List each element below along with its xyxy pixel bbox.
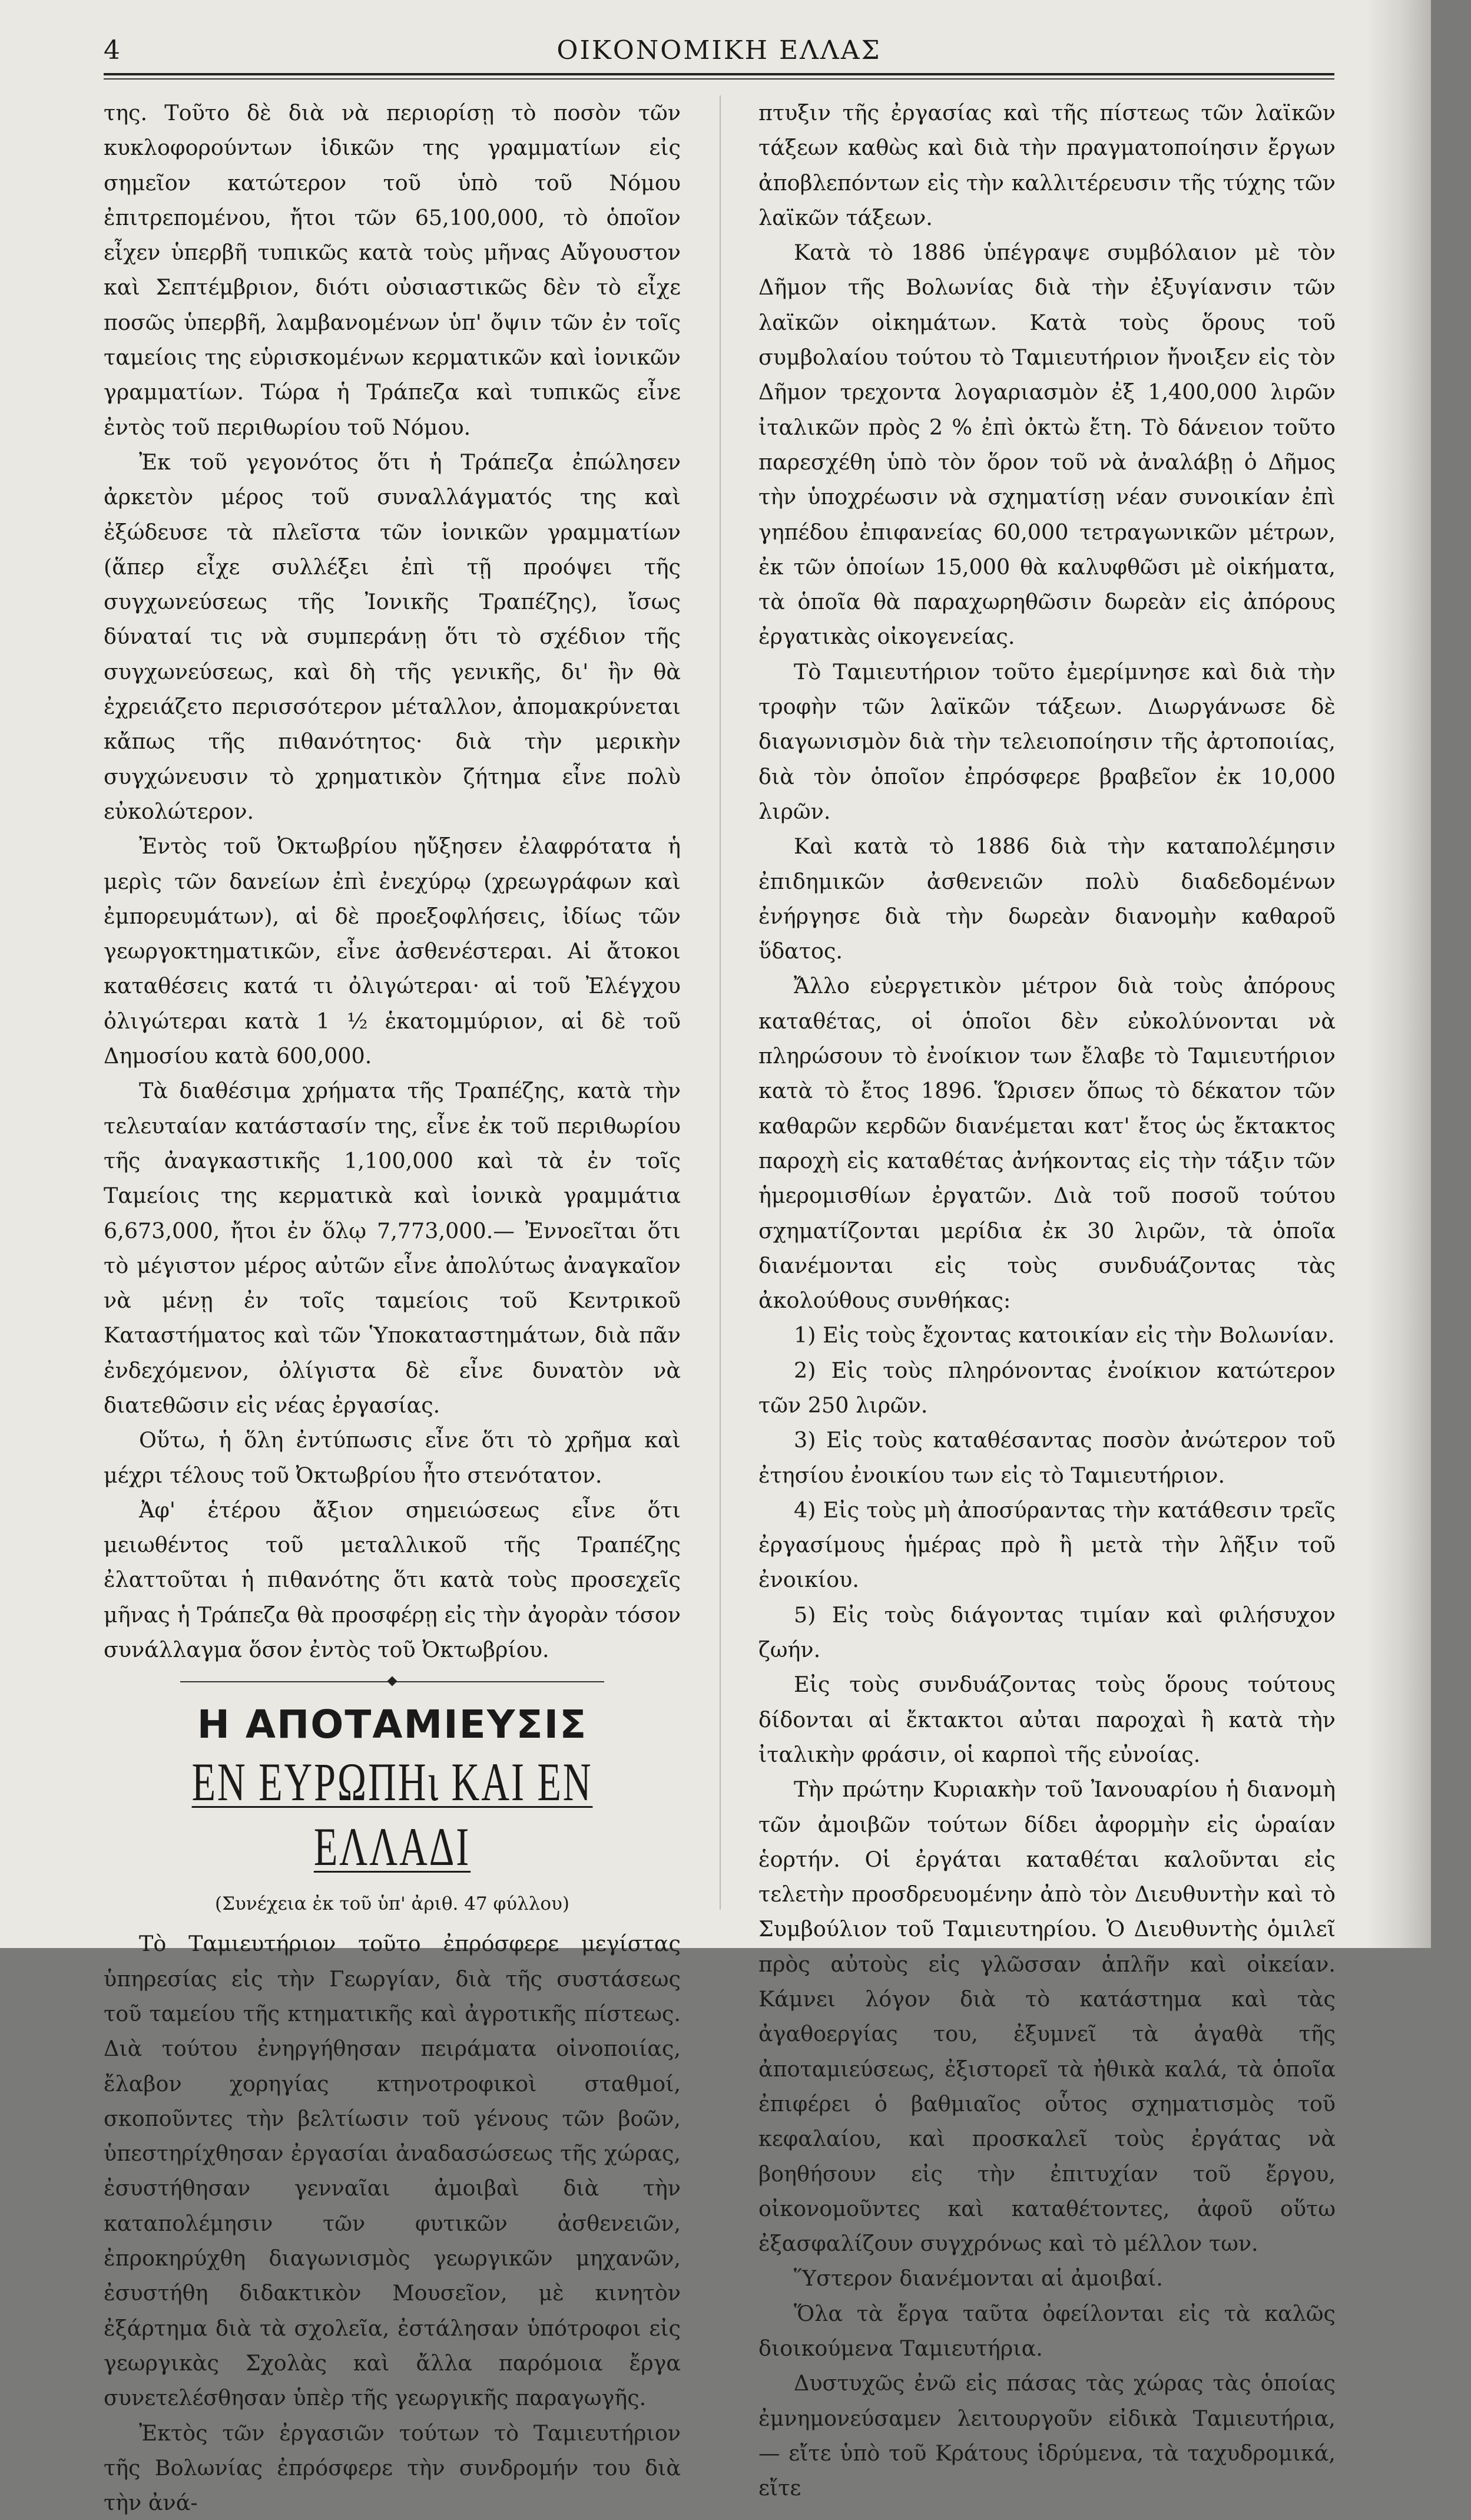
left-column (104, 95, 681, 2520)
paragraph: Τὸ Ταμιευτήριον τοῦτο ἐμερίμνησε καὶ διὰ τὴν τροφὴν τῶν λαϊκῶν τάξεων. Διωργάνωσε δὲ διαγωνισμὸν διὰ τὴν τελειοποίησιν τῆς ἀρτοποιίας, διὰ τὸν ὁποῖον ἐπρόσφερε βραβεῖον ἐκ 10,000 λιρῶν. (758, 659, 1336, 824)
paragraph: Δυστυχῶς ἐνῶ εἰς πάσας τὰς χώρας τὰς ὁποίας ἐμνημονεύσαμεν λειτουργοῦν εἰδικὰ Ταμιευτήρια, — εἴτε ὑπὸ τοῦ Κράτους ἱδρύμενα, τὰ ταχυδρομικά, εἴτε (758, 2370, 1336, 2501)
list-item: 1) Εἰς τοὺς ἔχοντας κατοικίαν εἰς τὴν Βολωνίαν. (794, 1322, 1335, 1348)
paragraph: Οὕτω, ἡ ὅλη ἐντύπωσις εἶνε ὅτι τὸ χρῆμα καὶ μέχρι τέλους τοῦ Ὀκτωβρίου ἦτο στενότατον. (104, 1427, 681, 1488)
paragraph: Ἐκτὸς τῶν ἐργασιῶν τούτων τὸ Ταμιευτήριον τῆς Βολωνίας ἐπρόσφερε τὴν συνδρομήν του διὰ τὴν ἀνά- (104, 2420, 681, 2516)
divider-ornament (387, 1676, 397, 1686)
paragraph: της. Τοῦτο δὲ διὰ νὰ περιορίσῃ τὸ ποσὸν τῶν κυκλοφορούντων ἰδικῶν της γραμματίων εἰς σημεῖον κατώτερον τοῦ ὑπὸ τοῦ Νόμου ἐπιτρεπομένου, ἤτοι τῶν 65,100,000, τὸ ὁποῖον εἶχεν ὑπερβῆ τυπικῶς κατὰ τοὺς μῆνας Αὔγουστον καὶ Σεπτέμβριον, διότι οὐσιαστικῶς δὲν τὸ εἶχε ποσῶς ὑπερβῆ, λαμβανομένων ὑπ' ὄψιν τῶν ἐν τοῖς ταμείοις της εὑρισκομένων κερματικῶν καὶ ἰονικῶν γραμματίων. Τώρα ἡ Τράπεζα καὶ τυπικῶς εἶνε ἐντὸς τοῦ περιθωρίου τοῦ Νόμου. (104, 100, 681, 440)
paragraph: Τὸ Ταμιευτήριον τοῦτο ἐπρόσφερε μεγίστας ὑπηρεσίας εἰς τὴν Γεωργίαν, διὰ τῆς συστάσεως τοῦ ταμείου τῆς κτηματικῆς καὶ ἀγροτικῆς πίστεως. Διὰ τούτου ἐνηργήθησαν πειράματα οἰνοποιίας, ἔλαβον χορηγίας κτηνοτροφικοὶ σταθμοί, σκοποῦντες τὴν βελτίωσιν τοῦ γένους τῶν βοῶν, ὑπεστηρίχθησαν ἐργασίαι ἀναδασώσεως τῆς χώρας, ἐσυστήθησαν γενναῖαι ἀμοιβαὶ διὰ τὴν καταπολέμησιν τῶν φυτικῶν ἀσθενειῶν, ἐπροκηρύχθη διαγωνισμὸς γεωργικῶν μηχανῶν, ἐσυστήθη διδακτικὸν Μουσεῖον, μὲ κινητὸν ἐξάρτημα διὰ τὰ σχολεῖα, ἐστάλησαν ὑπότροφοι εἰς γεωργικὰς Σχολὰς καὶ ἄλλα παρόμοια ἔργα συνετελέσθησαν ὑπὲρ τῆς γεωργικῆς παραγωγῆς. (104, 1931, 681, 2411)
paragraph: Καὶ κατὰ τὸ 1886 διὰ τὴν καταπολέμησιν ἐπιδημικῶν ἀσθενειῶν πολὺ διαδεδομένων ἐνήργησε διὰ τὴν δωρεὰν διανομὴν καθαροῦ ὕδατος. (758, 834, 1336, 964)
paragraph: Ὕστερον διανέμονται αἱ ἀμοιβαί. (794, 2266, 1163, 2291)
list-item: 2) Εἰς τοὺς πληρόνοντας ἐνοίκιον κατώτερον τῶν 250 λιρῶν. (758, 1357, 1336, 1418)
paragraph: Ἄλλο εὐεργετικὸν μέτρον διὰ τοὺς ἀπόρους καταθέτας, οἱ ὁποῖοι δὲν εὐκολύνονται νὰ πληρώσουν τὸ ἐνοίκιον των ἔλαβε τὸ Ταμιευτήριον κατὰ τὸ ἔτος 1896. Ὥρισεν ὅπως τὸ δέκατον τῶν καθαρῶν κερδῶν διανέμεται κατ' ἔτος ὡς ἔκτακτος παροχὴ εἰς καταθέτας ἀνήκοντας εἰς τὴν τάξιν τῶν ἡμερομισθίων ἐργατῶν. Διὰ τοῦ ποσοῦ τούτου σχηματίζονται μερίδια ἐκ 30 λιρῶν, τὰ ὁποῖα διανέμονται εἰς τοὺς συνδυάζοντας τὰς ἀκολούθους συνθήκας: (758, 973, 1336, 1314)
header-rule-thin (104, 78, 1334, 80)
paragraph: Κατὰ τὸ 1886 ὑπέγραψε συμβόλαιον μὲ τὸν Δῆμον τῆς Βολωνίας διὰ τὴν ἐξυγίανσιν τῶν λαϊκῶν οἰκημάτων. Κατὰ τοὺς ὅρους τοῦ συμβολαίου τούτου τὸ Ταμιευτήριον ἤνοιξεν εἰς τὸν Δῆμον τρεχοντα λογαριασμὸν ἐξ 1,400,000 λιρῶν ἰταλικῶν πρὸς 2 % ἐπὶ ὀκτὼ ἔτη. Τὸ δάνειον τοῦτο παρεσχέθη ὑπὸ τὸν ὅρον τοῦ νὰ ἀναλάβῃ ὁ Δῆμος τὴν ὑποχρέωσιν νὰ σχηματίσῃ νέαν συνοικίαν ἐπὶ γηπέδου ἐπιφανείας 60,000 τετραγωνικῶν μέτρων, ἐκ τῶν ὁποίων 15,000 θὰ καλυφθῶσι μὲ οἰκήματα, τὰ ὁποῖα θὰ παραχωρηθῶσιν δωρεὰν εἰς ἀπόρους ἐργατικὰς οἰκογενείας. (758, 240, 1336, 650)
list-item: 5) Εἰς τοὺς διάγοντας τιμίαν καὶ φιλήσυχον ζωήν. (758, 1602, 1336, 1663)
page-number: 4 (104, 35, 120, 65)
paragraph: Ἐκ τοῦ γεγονότος ὅτι ἡ Τράπεζα ἐπώλησεν ἀρκετὸν μέρος τοῦ συναλλάγματός της καὶ ἐξώδευσε τὰ πλεῖστα τῶν ἰονικῶν γραμματίων (ἅπερ εἶχε συλλέξει ἐπὶ τῇ προόψει τῆς συγχωνεύσεως τῆς Ἰονικῆς Τραπέζης), ἴσως δύναταί τις νὰ συμπεράνῃ ὅτι τὸ σχέδιον τῆς συγχωνεύσεως, καὶ δὴ τῆς γενικῆς, δι' ἣν θὰ ἐχρειάζετο περισσότερον μέταλλον, ἀπομακρύνεται κἄπως τῆς πιθανότητος· διὰ τὴν μερικὴν συγχώνευσιν τὸ χρηματικὸν ζήτημα εἶνε πολὺ εὐκολώτερον. (104, 449, 681, 824)
right-column (758, 95, 1336, 2505)
paragraph: Εἰς τοὺς συνδυάζοντας τοὺς ὅρους τούτους δίδονται αἱ ἔκτακτοι αὐται παροχαὶ ἢ κατὰ τὴν ἰταλικὴν φράσιν, οἱ καρποὶ τῆς εὐνοίας. (758, 1672, 1336, 1767)
paragraph: Ἐντὸς τοῦ Ὀκτωβρίου ηὔξησεν ἐλαφρότατα ἡ μερὶς τῶν δανείων ἐπὶ ἐνεχύρῳ (χρεωγράφων καὶ ἐμπορευμάτων), αἱ δὲ προεξοφλήσεις, ἰδίως τῶν γεωργοκτηματικῶν, εἶνε ἀσθενέστεραι. Αἱ ἄτοκοι καταθέσεις κατά τι ὀλιγώτεραι· αἱ τοῦ Ἐλέγχου ὀλιγώτεραι κατὰ 1 ½ ἑκατομμύριον, αἱ δὲ τοῦ Δημοσίου κατὰ 600,000. (104, 834, 681, 1069)
paragraph: Τὰ διαθέσιμα χρήματα τῆς Τραπέζης, κατὰ τὴν τελευταίαν κατάστασίν της, εἶνε ἐκ τοῦ περιθωρίου τῆς ἀναγκαστικῆς 1,100,000 καὶ τὰ ἐν τοῖς Ταμείοις της κερματικὰ καὶ ἰονικὰ γραμμάτια 6,673,000, ἤτοι ἐν ὅλῳ 7,773,000.— Ἐννοεῖται ὅτι τὸ μέγιστον μέρος αὐτῶν εἶνε ἀπολύτως ἀναγκαῖον νὰ μένῃ ἐν τοῖς ταμείοις τοῦ Κεντρικοῦ Καταστήματος καὶ τῶν Ὑποκαταστημάτων, διὰ πᾶν ἐνδεχόμενον, ὀλίγιστα δὲ εἶνε δυνατὸν νὰ διατεθῶσιν εἰς νέας ἐργασίας. (104, 1078, 681, 1418)
paragraph: Τὴν πρώτην Κυριακὴν τοῦ Ἰανουαρίου ἡ διανομὴ τῶν ἀμοιβῶν τούτων δίδει ἀφορμὴν εἰς ὡραίαν ἑορτήν. Οἱ ἐργάται καταθέται καλοῦνται εἰς τελετὴν προσδρευομένην ἀπὸ τὸν Διευθυντὴν καὶ τὸ Συμβούλιον τοῦ Ταμιευτηρίου. Ὁ Διευθυντὴς ὁμιλεῖ πρὸς αὐτοὺς εἰς γλῶσσαν ἁπλῆν καὶ οἰκείαν. Κάμνει λόγον διὰ τὸ κατάστημα καὶ τὰς ἀγαθοεργίας του, ἐξυμνεῖ τὰ ἀγαθὰ τῆς ἀποταμιεύσεως, ἐξιστορεῖ τὰ ἠθικὰ καλά, τὰ ὁποῖα ἐπιφέρει ὁ βαθμιαῖος οὗτος σχηματισμὸς τοῦ κεφαλαίου, καὶ προσκαλεῖ τοὺς ἐργάτας νὰ βοηθήσουν εἰς τὴν ἐπιτυχίαν τοῦ ἔργου, οἰκονομοῦντες καὶ καταθέτοντες, ἀφοῦ οὕτω ἐξασφαλίζουν συγχρόνως καὶ τὸ μέλλον των. (758, 1777, 1336, 2257)
continuation-note: (Συνέχεια ἐκ τοῦ ὑπ' ἀριθ. 47 φύλλου) (215, 1893, 569, 1915)
page-edge-shadow (1366, 0, 1431, 1948)
list-item: 3) Εἰς τοὺς καταθέσαντας ποσὸν ἀνώτερον τοῦ ἐτησίου ἐνοικίου των εἰς τὸ Ταμιευτήριον. (758, 1427, 1336, 1488)
paragraph: Ἀφ' ἑτέρου ἄξιον σημειώσεως εἶνε ὅτι μειωθέντος τοῦ μεταλλικοῦ τῆς Τραπέζης ἐλαττοῦται ἡ πιθανότης ὅτι κατὰ τοὺς προσεχεῖς μῆνας ἡ Τράπεζα θὰ προσφέρῃ εἰς τὴν ἀγορὰν τόσον συνάλλαγμα ὅσον ἐντὸς τοῦ Ὀκτωβρίου. (104, 1497, 681, 1663)
column-gutter (720, 95, 721, 1910)
section-divider (104, 1667, 681, 1696)
article-subtitle: ΕΝ ΕΥΡΩΠΗι ΚΑΙ ΕΝ ΕΛΛΑΔΙ (191, 1752, 593, 1877)
list-item: 4) Εἰς τοὺς μὴ ἀποσύραντας τὴν κατάθεσιν τρεῖς ἐργασίμους ἡμέρας πρὸ ἢ μετὰ τὴν λῆξιν τοῦ ἐνοικίου. (758, 1497, 1336, 1593)
paragraph: πτυξιν τῆς ἐργασίας καὶ τῆς πίστεως τῶν λαϊκῶν τάξεων καθὼς καὶ διὰ τὴν πραγματοποίησιν ἔργων ἀποβλεπόντων εἰς τὴν καλλιτέρευσιν τῆς τύχης τῶν λαϊκῶν τάξεων. (758, 100, 1336, 230)
running-title: ΟΙΚΟΝΟΜΙΚΗ ΕΛΛΑΣ (556, 35, 882, 65)
paragraph: Ὅλα τὰ ἔργα ταῦτα ὀφείλονται εἰς τὰ καλῶς διοικούμενα Ταμιευτήρια. (758, 2300, 1336, 2361)
header-rule (104, 73, 1334, 75)
article-title: Η ΑΠΟΤΑΜΙΕΥΣΙΣ (197, 1702, 588, 1748)
